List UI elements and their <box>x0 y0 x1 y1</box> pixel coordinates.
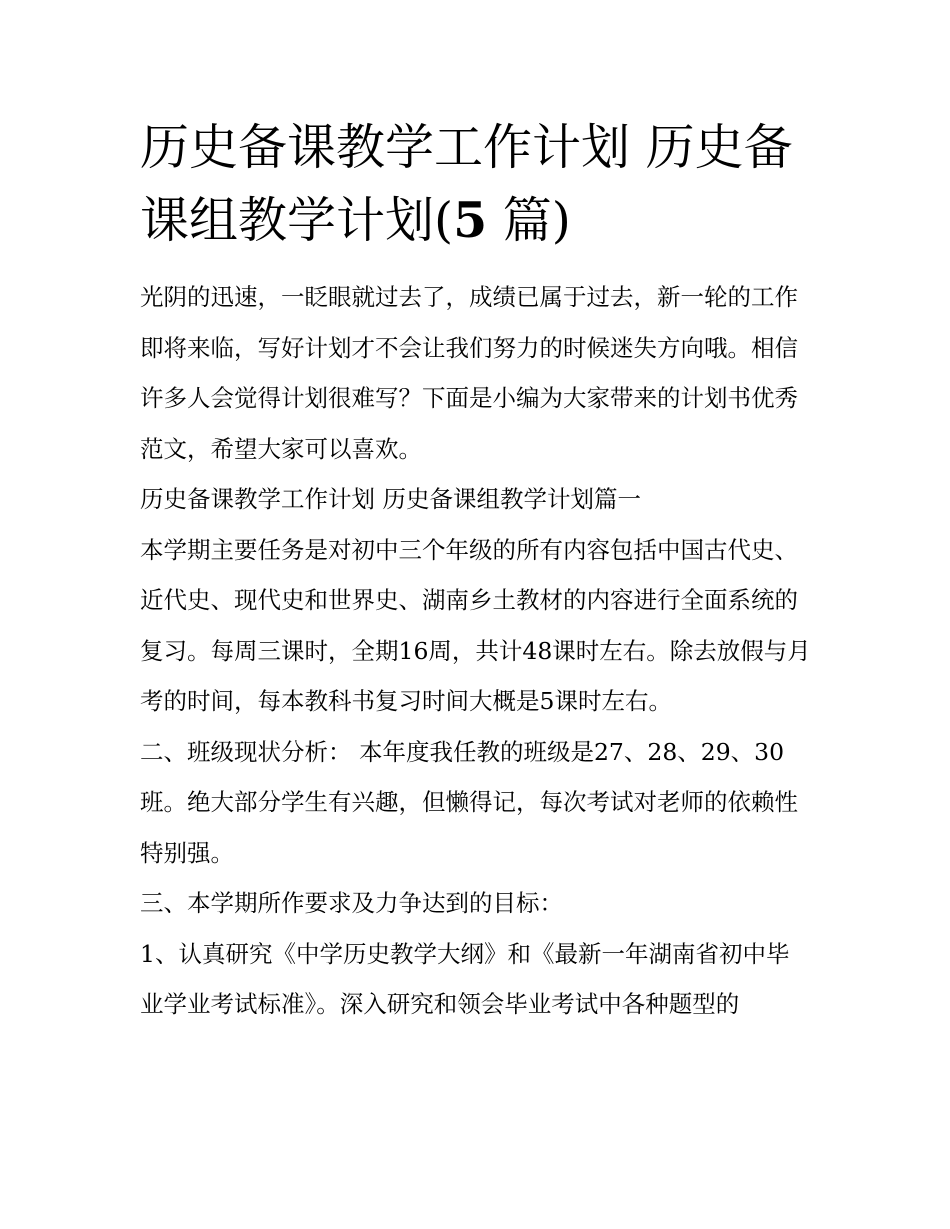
title-number: 5 <box>453 191 488 249</box>
document-body <box>140 112 812 1030</box>
title-suffix: 篇) <box>487 192 571 249</box>
document-title <box>140 112 812 257</box>
title-text: 历史备课教学工作计划 历史备课组教学计划( <box>140 119 793 249</box>
tasks-paragraph: 本学期主要任务是对初中三个年级的所有内容包括中国古代史、近代史、现代史和世界史、湖南乡土教材的内容进行全面系统的复习。每周三课时，全期16周，共计48课时左右。除去放假与月考的时间，每本教科书复习时间大概是5课时左右。 <box>140 535 811 715</box>
goals-heading: 三、本学期所作要求及力争达到的目标： <box>140 889 563 917</box>
intro-paragraph: 光阴的迅速，一眨眼就过去了，成绩已属于过去，新一轮的工作即将来临，写好计划才不会让我们努力的时候迷失方向哦。相信许多人会觉得计划很难写？下面是小编为大家带来的计划书优秀范文，希望大家可以喜欢。 <box>140 283 798 463</box>
class-analysis-paragraph: 二、班级现状分析： 本年度我任教的班级是27、28、29、30班。绝大部分学生有兴趣，但懒得记，每次考试对老师的依赖性特别强。 <box>140 737 798 867</box>
section-heading-part-one: 历史备课教学工作计划 历史备课组教学计划篇一 <box>140 485 641 513</box>
goal-item-1: 1、认真研究《中学历史教学大纲》和《最新一年湖南省初中毕业学业考试标准》。深入研究和领会毕业考试中各种题型的 <box>140 939 790 1018</box>
